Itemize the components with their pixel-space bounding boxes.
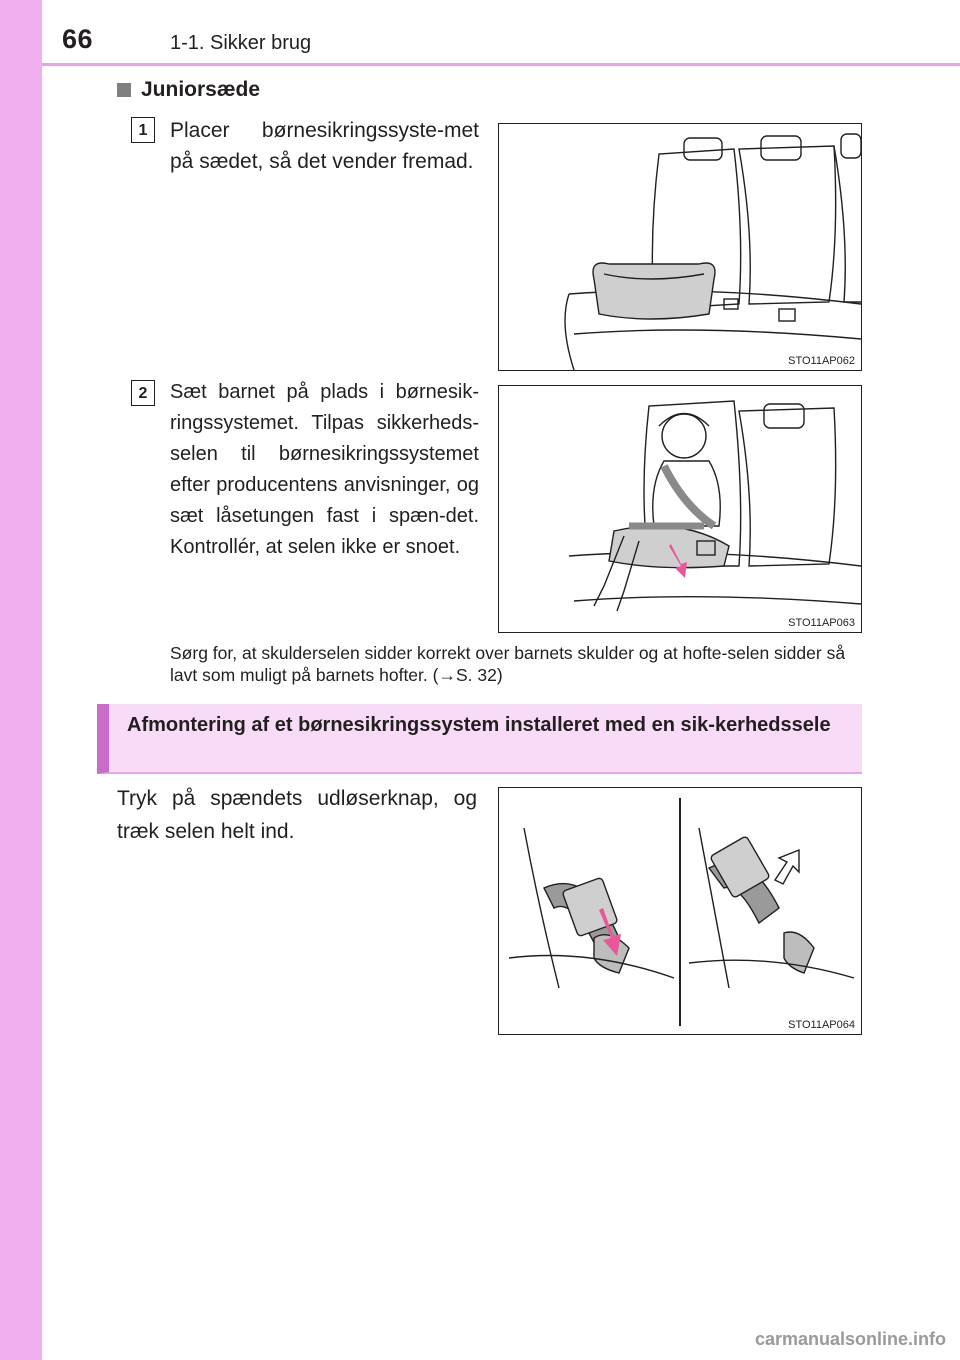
figure-child-seated bbox=[498, 385, 862, 633]
sub-heading-label: Juniorsæde bbox=[141, 78, 261, 101]
section-title: Afmontering af et børnesikringssystem installeret med en sik-kerhedssele bbox=[127, 714, 831, 736]
section-heading-box bbox=[97, 704, 862, 774]
sub-heading bbox=[117, 78, 260, 102]
square-bullet-icon bbox=[117, 83, 131, 97]
step-text-2: Sæt barnet på plads i børnesik-ringssystemet. Tilpas sikkerheds-selen til børnesikringssystemet efter producentens anvisninger, og sæt låsetungen fast i spæn-det. Kontrollér, at selen ikke er snoet. bbox=[170, 381, 479, 558]
side-color-band bbox=[0, 0, 42, 1360]
figure-caption-3: STO11AP064 bbox=[788, 1019, 855, 1031]
step-badge-1: 1 bbox=[131, 117, 155, 143]
booster-seat-illustration bbox=[499, 124, 861, 370]
header-divider bbox=[42, 63, 960, 66]
retract-arrow-icon bbox=[775, 850, 799, 884]
step-badge-2: 2 bbox=[131, 380, 155, 406]
note-text: Sørg for, at skulderselen sidder korrekt over barnets skulder og at hofte-selen sidder så lavt som muligt på barnets hofter. (→S. 32) bbox=[170, 643, 846, 685]
removal-text: Tryk på spændets udløserknap, og træk selen helt ind. bbox=[117, 787, 477, 843]
footer-watermark: carmanualsonline.info bbox=[754, 1329, 946, 1349]
figure-caption-2: STO11AP063 bbox=[788, 617, 855, 629]
section-path: 1-1. Sikker brug bbox=[170, 32, 312, 54]
buckle-release-illustration bbox=[499, 788, 861, 1034]
child-in-booster-illustration bbox=[499, 386, 861, 632]
step-text-1: Placer børnesikringssyste-met på sædet, så det vender fremad. bbox=[170, 119, 479, 173]
page-number: 66 bbox=[62, 24, 94, 54]
figure-booster-seat bbox=[498, 123, 862, 371]
figure-buckle-release bbox=[498, 787, 862, 1035]
figure-caption-1: STO11AP062 bbox=[788, 355, 855, 367]
